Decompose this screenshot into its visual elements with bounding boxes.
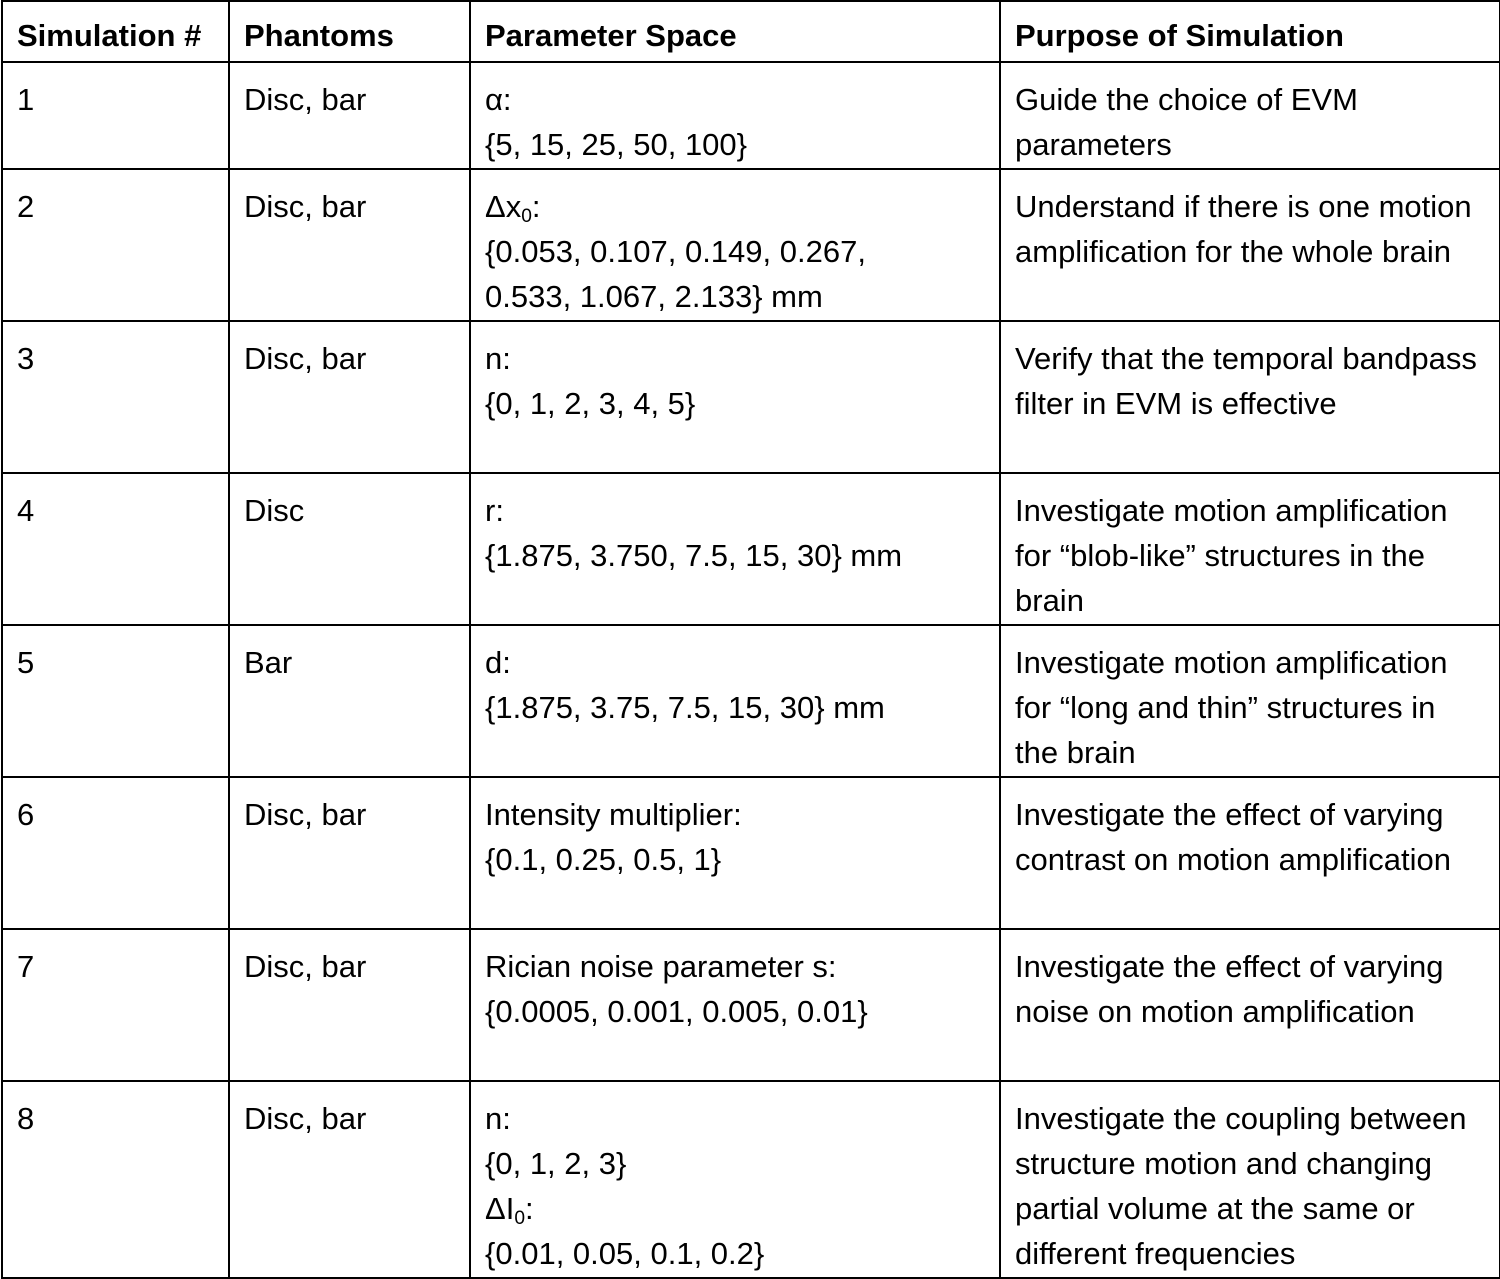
- parameter-values: {0, 1, 2, 3, 4, 5}: [485, 386, 696, 421]
- table-row: [2, 625, 1500, 777]
- table-row: [2, 169, 1500, 321]
- parameter-colon: :: [525, 1191, 534, 1226]
- cell-parameter-space: [470, 169, 1000, 321]
- cell-parameter-space: [470, 625, 1000, 777]
- cell-parameter-space: [470, 929, 1000, 1081]
- parameter-subscript: 0: [521, 205, 532, 227]
- cell-purpose: [1000, 777, 1500, 929]
- parameter-name: r:: [485, 493, 504, 528]
- parameter-subscript: 0: [514, 1207, 526, 1229]
- parameter-name: n:: [485, 341, 511, 376]
- cell-parameter-space: [470, 473, 1000, 625]
- table-row: [2, 929, 1500, 1081]
- table-row: [2, 1081, 1500, 1278]
- cell-simulation-number: 5: [2, 625, 229, 777]
- cell-purpose: [1000, 321, 1500, 473]
- header-phantoms: Phantoms: [229, 1, 470, 62]
- cell-purpose: [1000, 169, 1500, 321]
- cell-phantoms: Disc, bar: [229, 1081, 470, 1278]
- table-row: [2, 321, 1500, 473]
- cell-phantoms: Disc, bar: [229, 62, 470, 169]
- header-purpose: Purpose of Simulation: [1000, 1, 1500, 62]
- purpose-text: Investigate the effect of varying noise on motion amplification: [1015, 949, 1444, 1029]
- cell-simulation-number: 8: [2, 1081, 229, 1278]
- cell-purpose: [1000, 929, 1500, 1081]
- purpose-text: Verify that the temporal bandpass filter in EVM is effective: [1015, 341, 1477, 421]
- purpose-text: Investigate motion amplification for “blob-like” structures in the brain: [1015, 493, 1448, 618]
- cell-phantoms: Bar: [229, 625, 470, 777]
- header-row: [2, 1, 1500, 62]
- cell-parameter-space: [470, 62, 1000, 169]
- parameter-values: 0.533, 1.067, 2.133} mm: [485, 279, 823, 314]
- header-parameter-space: Parameter Space: [470, 1, 1000, 62]
- cell-phantoms: Disc, bar: [229, 929, 470, 1081]
- table-row: [2, 777, 1500, 929]
- purpose-text: Investigate the effect of varying contrast on motion amplification: [1015, 797, 1451, 877]
- parameter-name: n:: [485, 1101, 511, 1136]
- cell-parameter-space: [470, 1081, 1000, 1278]
- cell-simulation-number: 7: [2, 929, 229, 1081]
- parameter-name: d:: [485, 645, 511, 680]
- cell-parameter-space: [470, 777, 1000, 929]
- table-row: [2, 473, 1500, 625]
- parameter-symbol: Δx: [485, 189, 522, 224]
- cell-simulation-number: 4: [2, 473, 229, 625]
- parameter-colon: :: [531, 189, 541, 224]
- parameter-name: [485, 184, 985, 229]
- cell-parameter-space: [470, 321, 1000, 473]
- parameter-values: {0.1, 0.25, 0.5, 1}: [485, 842, 722, 877]
- parameter-values: {1.875, 3.750, 7.5, 15, 30} mm: [485, 538, 903, 573]
- parameter-name: [485, 1186, 985, 1231]
- parameter-values: {0.0005, 0.001, 0.005, 0.01}: [485, 994, 868, 1029]
- cell-purpose: [1000, 625, 1500, 777]
- cell-simulation-number: 3: [2, 321, 229, 473]
- parameter-values: {1.875, 3.75, 7.5, 15, 30} mm: [485, 690, 885, 725]
- header-simulation-number: Simulation #: [2, 1, 229, 62]
- cell-phantoms: Disc, bar: [229, 169, 470, 321]
- purpose-text: Investigate the coupling between structure motion and changing partial volume at the same or different frequencies: [1015, 1101, 1467, 1271]
- cell-simulation-number: 6: [2, 777, 229, 929]
- cell-phantoms: Disc, bar: [229, 321, 470, 473]
- purpose-text: Guide the choice of EVM parameters: [1015, 82, 1358, 162]
- cell-purpose: [1000, 1081, 1500, 1278]
- parameter-symbol: ΔI: [485, 1191, 515, 1226]
- parameter-name: Intensity multiplier:: [485, 797, 742, 832]
- cell-simulation-number: 1: [2, 62, 229, 169]
- cell-purpose: [1000, 473, 1500, 625]
- purpose-text: Understand if there is one motion amplification for the whole brain: [1015, 189, 1472, 269]
- parameter-name: α:: [485, 82, 512, 117]
- simulations-table: [1, 0, 1500, 1279]
- purpose-text: Investigate motion amplification for “long and thin” structures in the brain: [1015, 645, 1448, 770]
- parameter-values: {0.053, 0.107, 0.149, 0.267,: [485, 234, 866, 269]
- parameter-values: {0.01, 0.05, 0.1, 0.2}: [485, 1236, 765, 1271]
- cell-phantoms: Disc, bar: [229, 777, 470, 929]
- parameter-values: {5, 15, 25, 50, 100}: [485, 127, 748, 162]
- cell-simulation-number: 2: [2, 169, 229, 321]
- cell-purpose: [1000, 62, 1500, 169]
- parameter-name: Rician noise parameter s:: [485, 949, 837, 984]
- parameter-values: {0, 1, 2, 3}: [485, 1146, 627, 1181]
- cell-phantoms: Disc: [229, 473, 470, 625]
- table-row: [2, 62, 1500, 169]
